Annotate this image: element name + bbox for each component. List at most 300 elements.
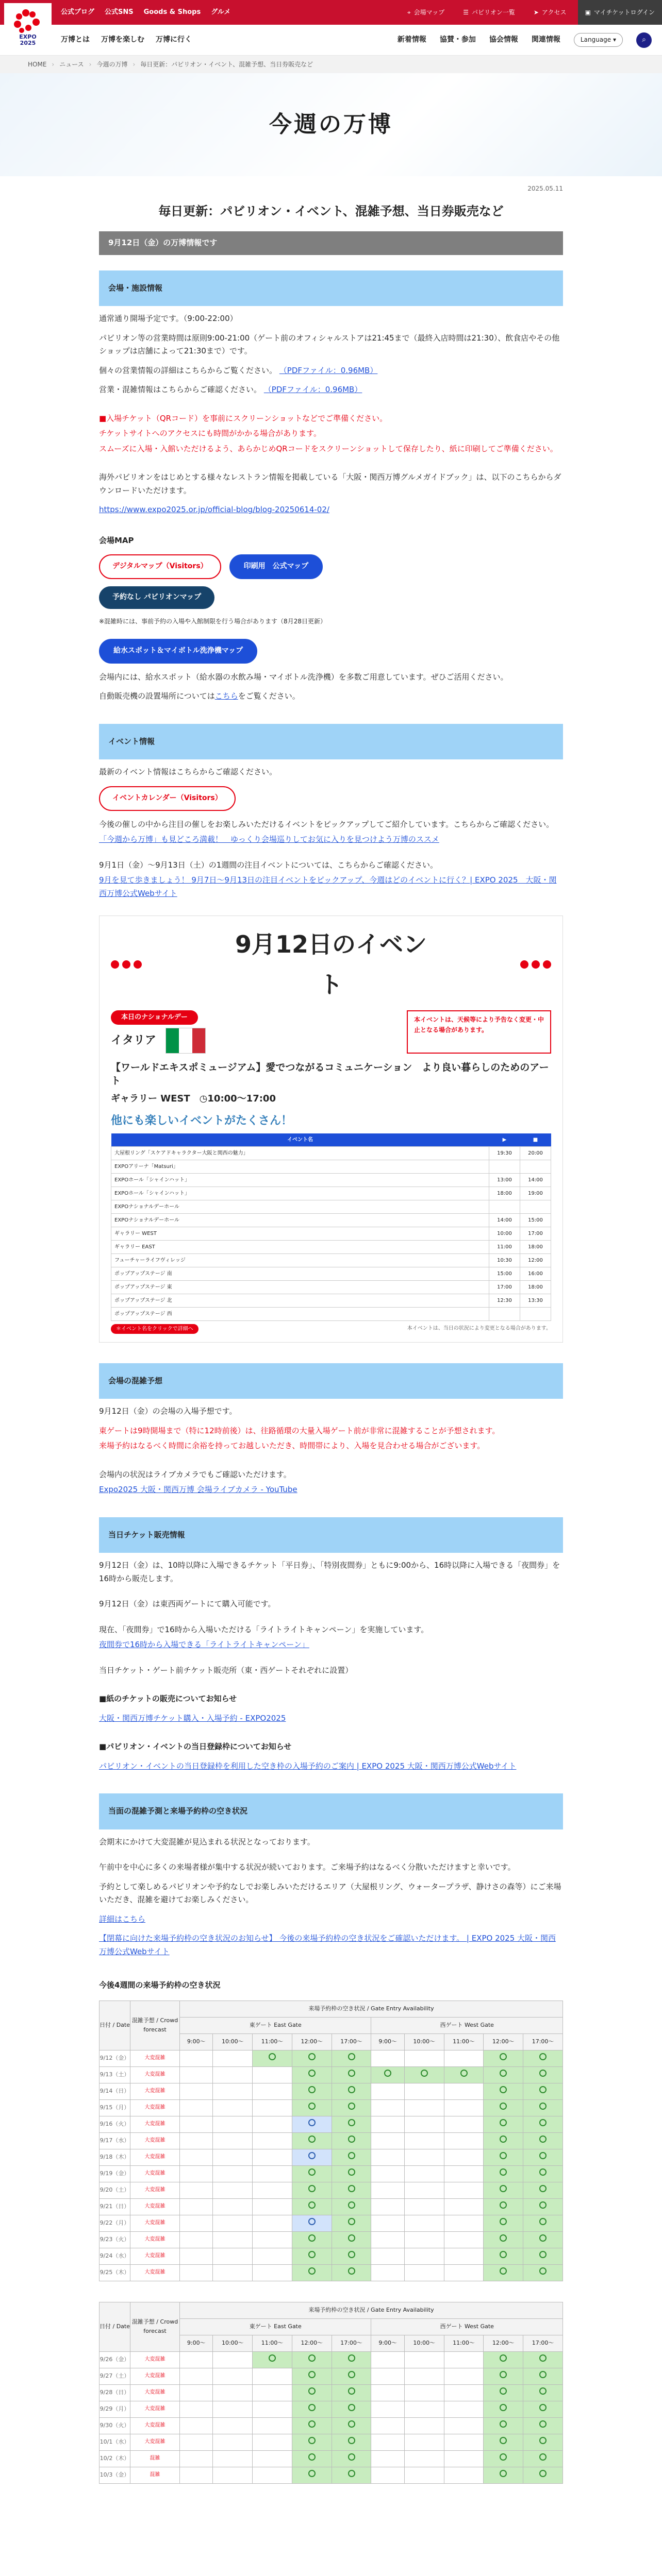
events-intro: 最新のイベント情報はこちらからご確認ください。 <box>99 767 277 777</box>
flyer-event-table <box>111 1133 551 1321</box>
availability-row <box>100 2231 563 2248</box>
availability-date: 9/20（土） <box>100 2182 130 2198</box>
event-time-cell: 13:30 <box>520 1294 551 1307</box>
other-events-heading: 他にも楽しいイベントがたくさん！ <box>111 1114 293 1127</box>
event-time-cell: 16:00 <box>520 1267 551 1280</box>
flyer-notice: 本イベントは、天候等により予告なく変更・中止となる場合があります。 <box>407 1010 551 1054</box>
flyer-title: 9月12日のイベント <box>235 930 427 999</box>
breadcrumb-current: 毎日更新：パビリオン・イベント、混雑予想、当日券販売など <box>140 60 313 68</box>
slot-available <box>292 2417 332 2434</box>
slot-full <box>253 2264 292 2281</box>
time-slot-head: 9:00〜 <box>180 2033 213 2050</box>
slot-available <box>292 2116 332 2132</box>
breadcrumb-weekly[interactable]: 今週の万博 <box>96 60 128 68</box>
same-day-slot-link[interactable]: パビリオン・イベントの当日登録枠を利用した空き枠の入場予約のご案内 | EXPO 2025 大阪・関西万博公式Webサイト <box>99 1761 517 1771</box>
access-link[interactable] <box>526 0 574 25</box>
decor-dots-icon <box>520 960 551 969</box>
slot-available <box>523 2149 563 2165</box>
available-circle-icon <box>348 2404 355 2411</box>
flyer-event-row[interactable] <box>111 1187 551 1200</box>
vending-label: 自動販売機の設置場所については <box>99 691 215 701</box>
pavilion-list-label: パビリオン一覧 <box>471 8 515 16</box>
available-circle-icon <box>539 2420 547 2428</box>
slot-available <box>292 2149 332 2165</box>
available-circle-icon <box>500 2201 507 2209</box>
available-circle-icon <box>500 2086 507 2093</box>
slot-full <box>253 2149 292 2165</box>
slot-available <box>484 2467 523 2483</box>
slot-full <box>213 2083 253 2099</box>
top-nav <box>61 7 230 18</box>
time-slot-head: 10:00〜 <box>213 2335 253 2351</box>
event-name-cell: EXPOアリーナ「Matsuri」 <box>111 1160 489 1173</box>
featured-event-title: 【ワールドエキスポミュージアム】愛でつながるコミュニケーション より良い暮らしのためのアート <box>111 1061 549 1087</box>
time-slot-head: 12:00〜 <box>292 2033 332 2050</box>
event-name-cell: EXPOナショナルデーホール <box>111 1213 489 1227</box>
gourmet-guide-link[interactable]: https://www.expo2025.or.jp/official-blog/blog-20250614-02/ <box>99 505 329 515</box>
slot-full <box>404 2198 444 2215</box>
venue-map-label: 会場マップ <box>413 8 445 16</box>
time-slot-head: 10:00〜 <box>404 2033 444 2050</box>
slot-available <box>332 2215 371 2231</box>
slot-full <box>213 2248 253 2264</box>
reserve-availability-link[interactable]: 【閉幕に向けた来場予約枠の空き状況のお知らせ】 今後の来場予約枠の空き状況をご確認いただけます。 | EXPO 2025 大阪・関西万博公式Webサイト <box>99 1934 556 1956</box>
italy-flag-icon <box>166 1028 206 1054</box>
crowd-forecast: 大変混雑 <box>130 2434 180 2450</box>
print-map-button[interactable]: 印刷用 公式マップ <box>229 554 323 579</box>
available-circle-icon <box>539 2185 547 2192</box>
live-camera-link[interactable]: Expo2025 大阪・関西万博 会場ライブカメラ - YouTube <box>99 1485 297 1495</box>
nav-related[interactable]: 関連情報 <box>531 35 560 44</box>
publish-date: 2025.05.11 <box>527 185 563 192</box>
slot-full <box>180 2264 213 2281</box>
slot-full <box>253 2215 292 2231</box>
flyer-event-row[interactable] <box>111 1213 551 1227</box>
slot-available <box>523 2182 563 2198</box>
slot-full <box>404 2215 444 2231</box>
slot-full <box>213 2149 253 2165</box>
available-circle-icon <box>500 2251 507 2258</box>
slot-available <box>332 2417 371 2434</box>
no-reservation-map-button[interactable]: 予約なし パビリオンマップ <box>99 586 214 609</box>
availability-date: 9/14（日） <box>100 2083 130 2099</box>
availability-row <box>100 2083 563 2099</box>
east-gate-head: 東ゲート East Gate <box>180 2017 371 2033</box>
slot-available <box>292 2248 332 2264</box>
slot-available <box>292 2401 332 2417</box>
slot-available <box>523 2434 563 2450</box>
availability-date: 10/2（木） <box>100 2450 130 2467</box>
slot-full <box>180 2467 213 2483</box>
section-events-title: イベント情報 <box>99 724 563 760</box>
available-circle-icon <box>308 2086 316 2093</box>
time-slot-head: 9:00〜 <box>180 2335 213 2351</box>
available-circle-icon <box>500 2185 507 2192</box>
available-circle-icon <box>539 2251 547 2258</box>
flyer-event-row[interactable] <box>111 1173 551 1187</box>
top-nav-sns[interactable]: 公式SNS <box>105 8 134 16</box>
nav-visit[interactable]: 万博に行く <box>156 35 192 44</box>
available-circle-icon <box>500 2404 507 2411</box>
nav-association[interactable]: 協会情報 <box>489 35 518 44</box>
nav-sponsors[interactable]: 協賛・参加 <box>439 35 476 44</box>
hero-banner <box>0 73 662 176</box>
available-circle-icon <box>500 2136 507 2143</box>
available-circle-icon <box>539 2119 547 2126</box>
availability-date: 9/29（月） <box>100 2401 130 2417</box>
time-slot-head: 11:00〜 <box>444 2033 484 2050</box>
slot-available <box>332 2116 371 2132</box>
slot-available <box>292 2467 332 2483</box>
slot-available <box>332 2231 371 2248</box>
slot-available <box>484 2066 523 2083</box>
slot-full <box>444 2434 484 2450</box>
available-circle-icon <box>308 2251 316 2258</box>
event-name-cell: ギャラリー WEST <box>111 1227 489 1240</box>
vending-label-end: をご覧ください。 <box>238 691 300 701</box>
available-circle-icon <box>500 2168 507 2176</box>
available-circle-icon <box>500 2234 507 2242</box>
slot-full <box>253 2231 292 2248</box>
slot-full <box>404 2248 444 2264</box>
availability-row <box>100 2401 563 2417</box>
available-circle-icon <box>308 2053 316 2060</box>
availability-title: 今後4週間の来場予約枠の空き状況 <box>99 1980 221 1990</box>
available-circle-icon <box>348 2053 355 2060</box>
slot-full <box>404 2434 444 2450</box>
slot-available <box>332 2467 371 2483</box>
slot-available <box>292 2215 332 2231</box>
slot-available <box>292 2182 332 2198</box>
available-circle-icon <box>308 2152 316 2159</box>
time-slot-head: 12:00〜 <box>484 2335 523 2351</box>
availability-row <box>100 2384 563 2401</box>
slot-available <box>332 2149 371 2165</box>
flyer-header <box>111 924 551 1005</box>
available-circle-icon <box>539 2086 547 2093</box>
availability-row <box>100 2417 563 2434</box>
slot-full <box>371 2182 404 2198</box>
slot-full <box>444 2083 484 2099</box>
availability-row <box>100 2165 563 2182</box>
slot-full <box>404 2450 444 2467</box>
top-nav-goods[interactable]: Goods & Shops <box>143 8 201 16</box>
slot-full <box>444 2116 484 2132</box>
available-circle-icon <box>539 2234 547 2242</box>
available-circle-icon <box>348 2168 355 2176</box>
digital-map-button[interactable]: デジタルマップ（Visitors） <box>99 554 221 579</box>
slot-full <box>371 2384 404 2401</box>
availability-date: 9/15（月） <box>100 2099 130 2116</box>
available-circle-icon <box>500 2218 507 2225</box>
slot-full <box>371 2450 404 2467</box>
same-day-slot-heading: ■パビリオン・イベントの当日登録枠についてお知らせ <box>99 1742 292 1752</box>
available-circle-icon <box>348 2136 355 2143</box>
available-circle-icon <box>539 2103 547 2110</box>
slot-full <box>404 2351 444 2368</box>
section-reserve-title: 当面の混雑予測と来場予約枠の空き状況 <box>99 1793 563 1829</box>
reserve-detail-link[interactable]: 詳細はこちら <box>99 1914 146 1924</box>
language-select[interactable] <box>574 33 623 46</box>
event-name-cell: ポップアップステージ 南 <box>111 1267 489 1280</box>
slot-available <box>292 2384 332 2401</box>
water-spot-map-button[interactable]: 給水スポット＆マイボトル洗浄機マップ <box>99 639 257 664</box>
availability-date: 9/25（木） <box>100 2264 130 2281</box>
page-title: 毎日更新：パビリオン・イベント、混雑予想、当日券販売など <box>158 204 504 219</box>
ticket-notice-2: チケットサイトへのアクセスにも時間がかかる場合があります。 <box>99 429 321 438</box>
secondary-nav <box>61 34 192 46</box>
col-end: ■ <box>520 1133 551 1147</box>
slot-available <box>523 2099 563 2116</box>
available-circle-icon <box>348 2251 355 2258</box>
availability-date: 9/19（金） <box>100 2165 130 2182</box>
chevron-down-icon: ▾ <box>613 36 616 44</box>
crowd-info-label: 営業・混雑情報はこちらからご確認ください。 <box>99 385 262 395</box>
crowd-forecast: 大変混雑 <box>130 2231 180 2248</box>
available-circle-icon <box>500 2371 507 2378</box>
top-nav-gourmet[interactable]: グルメ <box>211 8 231 16</box>
event-name-cell: EXPOナショナルデーホール <box>111 1200 489 1213</box>
slot-available <box>484 2384 523 2401</box>
flyer-event-row[interactable] <box>111 1240 551 1253</box>
map-icon: ⌖ <box>407 8 411 16</box>
slot-full <box>371 2351 404 2368</box>
slot-available <box>332 2066 371 2083</box>
event-time-cell <box>489 1307 520 1320</box>
col-event: イベント名 <box>111 1133 489 1147</box>
flyer-event-row[interactable] <box>111 1294 551 1307</box>
slot-available <box>523 2050 563 2066</box>
availability-date: 9/16（火） <box>100 2116 130 2132</box>
event-name-cell: フューチャーライフヴィレッジ <box>111 1253 489 1267</box>
slot-available <box>484 2401 523 2417</box>
slot-available <box>484 2368 523 2384</box>
flyer-event-row[interactable] <box>111 1227 551 1240</box>
time-slot-head: 11:00〜 <box>444 2335 484 2351</box>
availability-date: 9/18（木） <box>100 2149 130 2165</box>
availability-table-2 <box>99 2302 563 2484</box>
available-circle-icon <box>348 2371 355 2378</box>
slot-available <box>484 2165 523 2182</box>
slot-available <box>523 2467 563 2483</box>
nav-about[interactable]: 万博とは <box>61 35 90 44</box>
slot-full <box>444 2198 484 2215</box>
flyer-event-row[interactable] <box>111 1253 551 1267</box>
water-spot-text: 会場内には、給水スポット（給水器の水飲み場・マイボトル洗浄機）を多数ご用意しています。ぜひご活用ください。 <box>99 672 508 682</box>
available-circle-icon <box>308 2387 316 2395</box>
slot-full <box>371 2467 404 2483</box>
available-circle-icon <box>348 2070 355 2077</box>
crowd-info-pdf-link[interactable]: （PDFファイル：0.96MB） <box>263 385 362 395</box>
crowd-warning-2: 来場予約はなるべく時間に余裕を持ってお越しいただき、時間帯により、入場を見合わせる場合がございます。 <box>99 1441 485 1451</box>
availability-row <box>100 2264 563 2281</box>
logo-mark-icon <box>14 9 42 34</box>
slot-available <box>332 2368 371 2384</box>
top-nav-blog[interactable]: 公式ブログ <box>61 8 95 16</box>
available-circle-icon <box>539 2053 547 2060</box>
slot-full <box>253 2099 292 2116</box>
availability-row <box>100 2248 563 2264</box>
crowd-forecast: 大変混雑 <box>130 2384 180 2401</box>
available-circle-icon <box>308 2201 316 2209</box>
event-time-cell: 11:00 <box>489 1240 520 1253</box>
event-time-cell: 13:00 <box>489 1173 520 1187</box>
flyer-event-row[interactable] <box>111 1267 551 1280</box>
slot-available <box>484 2116 523 2132</box>
slot-available <box>484 2050 523 2066</box>
slot-full <box>253 2132 292 2149</box>
slot-available <box>484 2132 523 2149</box>
col-date: 日付 / Date <box>100 2001 130 2050</box>
vending-link[interactable]: こちら <box>214 691 238 701</box>
slot-full <box>253 2417 292 2434</box>
event-time-cell: 15:00 <box>489 1267 520 1280</box>
event-time-cell <box>489 1200 520 1213</box>
col-start: ▶ <box>489 1133 520 1147</box>
available-circle-icon <box>308 2119 316 2126</box>
nav-news[interactable]: 新着情報 <box>397 35 426 44</box>
national-day-label: 本日のナショナルデー <box>111 1010 198 1025</box>
slot-full <box>213 2099 253 2116</box>
flyer-event-row[interactable] <box>111 1146 551 1160</box>
breadcrumb-separator: › <box>52 60 55 68</box>
featured-event-venue <box>111 1091 551 1107</box>
slot-full <box>444 2401 484 2417</box>
slot-available <box>292 2231 332 2248</box>
slot-full <box>444 2384 484 2401</box>
slot-full <box>371 2083 404 2099</box>
breadcrumb-news[interactable]: ニュース <box>59 60 84 68</box>
event-name-cell: 大屋根リング「スケアドキャラクター大阪と関西の魅力」 <box>111 1146 489 1160</box>
slot-full <box>444 2182 484 2198</box>
venue-map-link[interactable] <box>400 0 452 25</box>
available-circle-icon <box>348 2152 355 2159</box>
event-calendar-button[interactable]: イベントカレンダー（Visitors） <box>99 786 236 811</box>
crowd-intro: 9月12日（金）の会場の入場予想です。 <box>99 1406 237 1416</box>
available-circle-icon <box>539 2152 547 2159</box>
slot-available <box>332 2182 371 2198</box>
slot-available <box>523 2264 563 2281</box>
flyer-event-row[interactable] <box>111 1280 551 1294</box>
train-icon: ➤ <box>533 8 539 16</box>
available-circle-icon <box>460 2070 468 2077</box>
slot-available <box>523 2384 563 2401</box>
slot-available <box>371 2066 404 2083</box>
tickets-intro: 9月12日（金）は、10時以降に入場できるチケット「平日券」、「特別夜間券」ともに9:00から、16時以降に入場できる「夜間券」を16時から販売します。 <box>99 1561 560 1583</box>
map-buttons-3 <box>99 639 563 664</box>
event-time-cell: 19:00 <box>520 1187 551 1200</box>
crowd-warning-1: 東ゲートは9時開場まで（特に12時前後）は、往路循環の大量入場ゲート前が非常に混雑することが予想されます。 <box>99 1426 500 1435</box>
weekly-events-link[interactable]: 9月を見て歩きましょう！ 9月7日～9月13日の注目イベントをピックアップ、今週はどのイベントに行く？| EXPO 2025 大阪・関西万博公式Webサイト <box>99 875 557 898</box>
available-circle-icon <box>348 2453 355 2461</box>
weekly-events-text: 9月1日（金）～9月13日（土）の1週間の注目イベントについては、こちらからご確認ください。 <box>99 860 438 870</box>
availability-row <box>100 2198 563 2215</box>
slot-full <box>253 2401 292 2417</box>
my-ticket-login-button[interactable] <box>578 0 662 25</box>
slot-full <box>371 2417 404 2434</box>
slot-available <box>523 2231 563 2248</box>
ticket-notice-1: ■入場チケット（QRコード）を事前にスクリーンショットなどでご準備ください。 <box>99 413 388 423</box>
availability-head: 来場予約枠の空き状況 / Gate Entry Availability <box>180 2302 563 2318</box>
event-time-cell: 12:30 <box>489 1294 520 1307</box>
crowd-forecast: 大変混雑 <box>130 2099 180 2116</box>
search-icon[interactable]: ⌕ <box>636 32 652 48</box>
slot-full <box>371 2215 404 2231</box>
available-circle-icon <box>308 2103 316 2110</box>
slot-available <box>523 2165 563 2182</box>
event-name-cell: ポップアップステージ 東 <box>111 1280 489 1294</box>
flyer-event-row[interactable] <box>111 1307 551 1320</box>
slot-full <box>253 2182 292 2198</box>
night-campaign-link[interactable]: 夜間券で16時から入場できる「ライトライトキャンペーン」 <box>99 1640 309 1650</box>
slot-full <box>213 2401 253 2417</box>
ticket-purchase-link[interactable]: 大阪・関西万博チケット購入・入場予約 - EXPO2025 <box>99 1713 286 1723</box>
nav-enjoy[interactable]: 万博を楽しむ <box>101 35 144 44</box>
slot-full <box>404 2050 444 2066</box>
national-day-row <box>111 1010 551 1054</box>
slot-full <box>213 2384 253 2401</box>
availability-date: 10/3（金） <box>100 2467 130 2483</box>
slot-available <box>292 2165 332 2182</box>
slot-full <box>444 2417 484 2434</box>
slot-full <box>444 2264 484 2281</box>
slot-full <box>371 2401 404 2417</box>
expo-logo[interactable] <box>4 3 52 53</box>
slot-available <box>484 2182 523 2198</box>
availability-date: 9/22（月） <box>100 2215 130 2231</box>
event-time-cell: 17:00 <box>489 1280 520 1294</box>
slot-full <box>444 2450 484 2467</box>
slot-full <box>404 2165 444 2182</box>
slot-full <box>404 2099 444 2116</box>
slot-full <box>444 2368 484 2384</box>
slot-full <box>404 2401 444 2417</box>
available-circle-icon <box>539 2168 547 2176</box>
availability-date: 10/1（水） <box>100 2434 130 2450</box>
crowd-forecast: 大変混雑 <box>130 2215 180 2231</box>
breadcrumb-home[interactable]: HOME <box>28 60 47 68</box>
slot-full <box>213 2351 253 2368</box>
available-circle-icon <box>539 2371 547 2378</box>
available-circle-icon <box>539 2437 547 2444</box>
available-circle-icon <box>308 2168 316 2176</box>
flyer-event-row[interactable] <box>111 1200 551 1213</box>
slot-full <box>444 2099 484 2116</box>
available-circle-icon <box>500 2103 507 2110</box>
flyer-event-row[interactable] <box>111 1160 551 1173</box>
my-ticket-login-label: マイチケットログイン <box>593 8 655 16</box>
availability-row <box>100 2066 563 2083</box>
business-info-pdf-link[interactable]: （PDFファイル：0.96MB） <box>279 365 378 375</box>
venue-name: ギャラリー WEST <box>111 1093 190 1104</box>
flyer-foot-disclaimer: 本イベントは、当日の状況により変更となる場合があります。 <box>407 1325 551 1331</box>
primary-nav <box>398 32 662 48</box>
available-circle-icon <box>539 2470 547 2477</box>
slot-available <box>484 2434 523 2450</box>
event-time-cell <box>520 1200 551 1213</box>
slot-full <box>180 2248 213 2264</box>
slot-available <box>523 2351 563 2368</box>
availability-row <box>100 2182 563 2198</box>
slot-available <box>484 2099 523 2116</box>
available-circle-icon <box>500 2437 507 2444</box>
pavilion-list-link[interactable] <box>456 0 522 25</box>
clock-icon: ◷ <box>199 1093 208 1104</box>
events-pickup-link[interactable]: 「今週から万博」も見どころ満載！ ゆっくり会場巡りしてお気に入りを見つけよう万博のススメ <box>99 835 439 844</box>
top-right-links <box>400 0 662 25</box>
slot-full <box>180 2401 213 2417</box>
west-gate-head: 西ゲート West Gate <box>371 2318 563 2335</box>
